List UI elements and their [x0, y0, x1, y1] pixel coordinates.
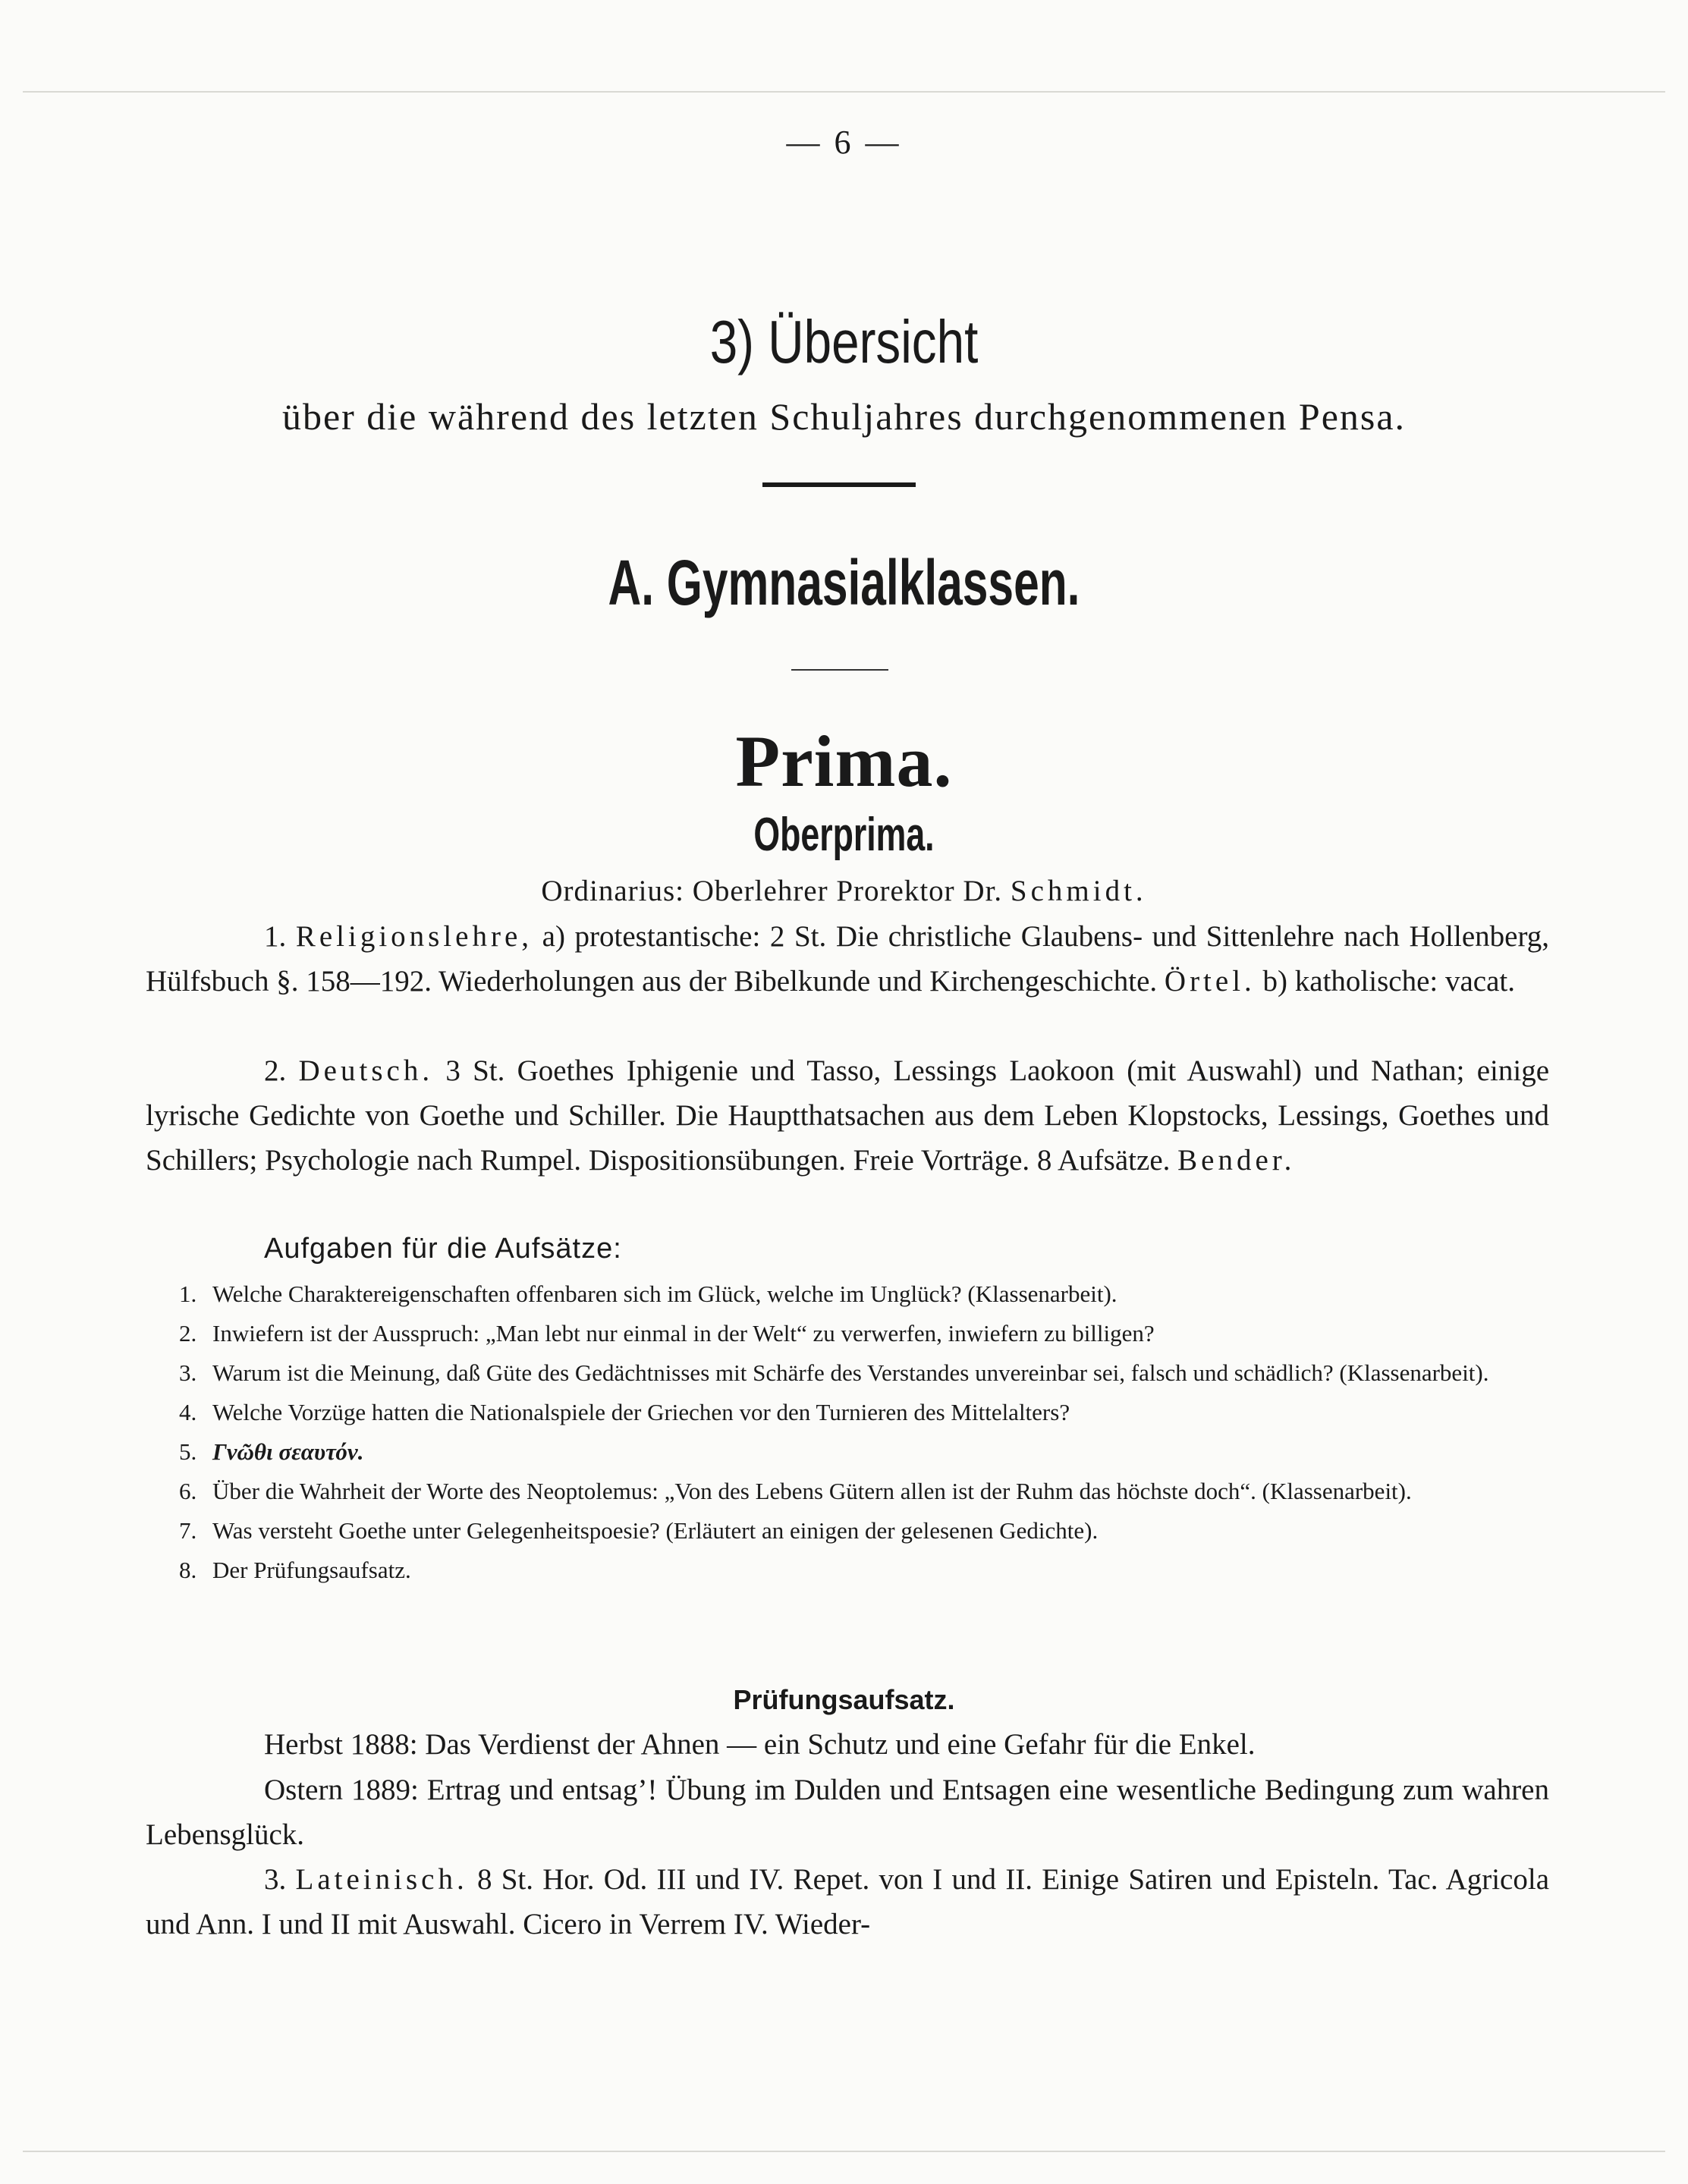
pruefung-herbst — [146, 1722, 1549, 1767]
list-item — [179, 1511, 1552, 1551]
list-item-number: 4. — [179, 1399, 197, 1425]
list-item-text: Γνῶθι σεαυτόν. — [212, 1438, 364, 1465]
pruefung-heading: Prüfungsaufsatz. — [733, 1684, 955, 1715]
list-item — [179, 1432, 1552, 1472]
pruefung-ostern-text: Ostern 1889: Ertrag und entsag’! Übung im Dulden und Entsagen eine wesentliche Bedingung zum wahren Lebensglück. — [146, 1774, 1549, 1851]
religion-teacher: Örtel. — [1164, 965, 1256, 998]
deutsch-teacher: Bender. — [1177, 1144, 1296, 1177]
deutsch-subject: Deutsch. — [298, 1054, 434, 1087]
list-item-text: Inwiefern ist der Ausspruch: „Man lebt nur einmal in der Welt“ zu verwerfen, inwiefern zu billigen? — [212, 1320, 1155, 1347]
religion-paragraph — [146, 914, 1549, 1004]
religion-text: a) protestantische: 2 St. Die christliche Glaubens- und Sittenlehre nach Hollenberg, Hülfsbuch §. 158—192. Wiederholungen aus der Bibelkunde und Kirchengeschichte. — [146, 920, 1549, 998]
ordinarius-name: Schmidt. — [1010, 875, 1147, 907]
deutsch-number: 2. — [264, 1054, 287, 1087]
aufgaben-heading: Aufgaben für die Aufsätze: — [264, 1233, 622, 1265]
list-item-number: 1. — [179, 1281, 197, 1307]
ordinarius-line — [0, 874, 1688, 908]
aufgaben-list — [179, 1274, 1552, 1590]
list-item-text: Was versteht Goethe unter Gelegenheitspoesie? (Erläutert an einigen der gelesenen Gedichte). — [212, 1517, 1099, 1544]
list-item-text: Welche Vorzüge hatten die Nationalspiele der Griechen vor den Turnieren des Mittelalters? — [212, 1399, 1070, 1425]
religion-number: 1. — [264, 920, 287, 953]
list-item — [179, 1551, 1552, 1590]
ordinarius-label: Ordinarius: Oberlehrer Prorektor Dr. — [541, 875, 1003, 907]
latein-subject: Lateinisch. — [295, 1863, 468, 1896]
page-subtitle: über die während des letzten Schuljahres durchgenommenen Pensa. — [281, 395, 1407, 438]
list-item-text: Welche Charaktereigenschaften offenbaren sich im Glück, welche im Unglück? (Klassenarbeit). — [212, 1281, 1117, 1307]
page-title: 3) Übersicht — [709, 308, 979, 376]
religion-subject: Religionslehre, — [295, 920, 533, 953]
pruefung-herbst-text: Herbst 1888: Das Verdienst der Ahnen — ein Schutz und eine Gefahr für die Enkel. — [264, 1728, 1256, 1761]
section-heading: A. Gymnasialklassen. — [608, 547, 1080, 618]
deutsch-text: 3 St. Goethes Iphigenie und Tasso, Lessings Laokoon (mit Auswahl) und Nathan; einige lyrische Gedichte von Goethe und Schiller. Die Hauptthatsachen aus dem Leben Klopstocks, Lessings, Goethes und Schillers; Psychologie nach Rumpel. Dispositionsübungen. Freie Vorträge. 8 Aufsätze. — [146, 1054, 1549, 1177]
deutsch-paragraph — [146, 1048, 1549, 1183]
list-item-number: 2. — [179, 1320, 197, 1347]
title-divider — [762, 482, 916, 487]
list-item-number: 3. — [179, 1359, 197, 1386]
class-heading: Prima. — [735, 721, 953, 802]
list-item — [179, 1393, 1552, 1432]
list-item-text: Warum ist die Meinung, daß Güte des Gedächtnisses mit Schärfe des Verstandes unvereinbar sei, falsch und schädlich? (Klassenarbeit). — [212, 1359, 1489, 1386]
list-item-number: 7. — [179, 1517, 197, 1544]
list-item-number: 8. — [179, 1557, 197, 1583]
bleed-through-line — [23, 91, 1665, 93]
latein-text: 8 St. Hor. Od. III und IV. Repet. von I und II. Einige Satiren und Episteln. Tac. Agricola und Ann. I und II mit Auswahl. Cicero in Verrem IV. Wieder- — [146, 1863, 1550, 1940]
bleed-through-line — [23, 2151, 1665, 2152]
latein-paragraph — [146, 1857, 1549, 1947]
subclass-heading: Oberprima. — [753, 809, 935, 861]
section-divider — [791, 669, 888, 671]
latein-number: 3. — [264, 1863, 287, 1896]
list-item — [179, 1274, 1552, 1314]
list-item-number: 5. — [179, 1438, 197, 1465]
list-item-text: Über die Wahrheit der Worte des Neoptolemus: „Von des Lebens Gütern allen ist der Ruhm das höchste doch“. (Klassenarbeit). — [212, 1478, 1412, 1504]
page-number: — 6 — — [786, 124, 902, 161]
religion-extra: b) katholische: vacat. — [1262, 965, 1515, 998]
list-item-text: Der Prüfungsaufsatz. — [212, 1557, 411, 1583]
list-item — [179, 1353, 1552, 1393]
list-item — [179, 1472, 1552, 1511]
pruefung-ostern — [146, 1768, 1549, 1857]
list-item — [179, 1314, 1552, 1353]
list-item-number: 6. — [179, 1478, 197, 1504]
